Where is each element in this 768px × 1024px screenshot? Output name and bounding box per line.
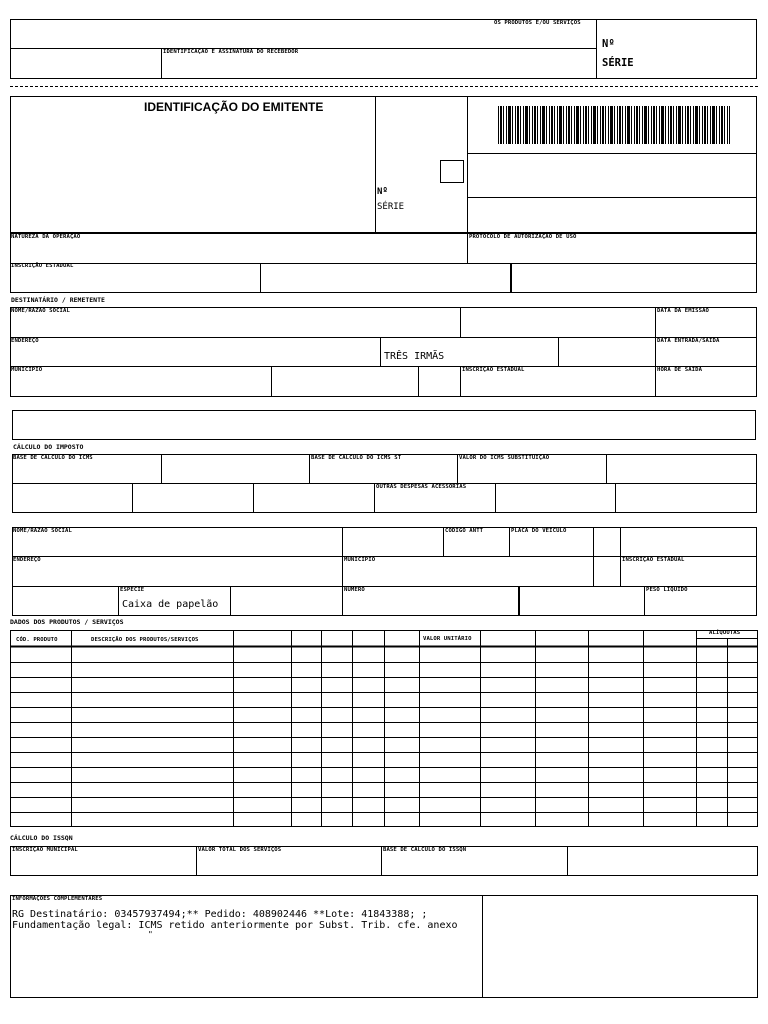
transportador-divider xyxy=(644,586,645,616)
issqn-base-label: BASE DE CÁLCULO DO ISSQN xyxy=(383,847,467,853)
imposto-divider xyxy=(615,483,616,513)
destinatario-divider xyxy=(10,366,757,367)
protocolo-label: PROTOCOLO DE AUTORIZAÇÃO DE USO xyxy=(469,234,577,240)
emitente-divider xyxy=(467,197,757,198)
issqn-divider xyxy=(567,846,568,876)
destinatario-divider xyxy=(460,307,461,337)
info-complementares-label: INFORMAÇÕES COMPLEMENTARES xyxy=(12,896,103,902)
issqn-divider xyxy=(381,846,382,876)
valor-icms-st-label: VALOR DO ICMS SUBSTITUIÇÃO xyxy=(459,455,550,461)
issqn-im-label: INSCRIÇÃO MUNICIPAL xyxy=(12,847,78,853)
transportador-divider xyxy=(509,527,510,556)
info-complementares-line1: RG Destinatário: 03457937494;** Pedido: 408902446 **Lote: 41843388; ; xyxy=(12,909,428,920)
transportador-divider xyxy=(620,527,621,586)
imposto-divider xyxy=(606,454,607,483)
base-icms-st-label: BASE DE CÁLCULO DO ICMS ST xyxy=(311,455,402,461)
issqn-section-title: CÁLCULO DO ISSQN xyxy=(10,834,73,842)
destinatario-divider xyxy=(10,337,757,338)
produto-codigo-header: CÓD. PRODUTO xyxy=(16,637,58,643)
natureza-divider xyxy=(10,263,757,264)
destinatario-divider xyxy=(460,366,461,397)
natureza-divider xyxy=(467,233,468,263)
issqn-divider xyxy=(196,846,197,876)
ie-divider xyxy=(260,263,261,293)
transportador-divider xyxy=(230,586,231,616)
transp-ie-label: INSCRIÇÃO ESTADUAL xyxy=(622,557,685,563)
emitente-ie-label: INSCRIÇÃO ESTADUAL xyxy=(11,263,74,269)
transp-antt-label: CÓDIGO ANTT xyxy=(445,528,484,534)
imposto-section-title: CÁLCULO DO IMPOSTO xyxy=(13,443,84,451)
transportador-divider xyxy=(342,586,343,616)
destinatario-section-title: DESTINATÁRIO / REMETENTE xyxy=(11,296,105,304)
produto-aliquotas-header: ALÍQUOTAS xyxy=(709,630,741,636)
imposto-divider xyxy=(253,483,254,513)
transportador-divider xyxy=(342,527,343,556)
outras-despesas-label: OUTRAS DESPESAS ACESSÓRIAS xyxy=(376,484,467,490)
produtos-grid xyxy=(0,630,768,830)
dest-ie-label: INSCRIÇÃO ESTADUAL xyxy=(462,367,525,373)
imposto-divider xyxy=(495,483,496,513)
dest-data-entrada-label: DATA ENTRADA/SAÍDA xyxy=(657,338,720,344)
produto-descricao-header: DESCRIÇÃO DOS PRODUTOS/SERVIÇOS xyxy=(91,637,199,643)
info-complementares-line3: " xyxy=(148,930,153,939)
transp-endereco-label: ENDEREÇO xyxy=(13,557,41,563)
transp-especie-label: ESPÉCIE xyxy=(120,587,145,593)
canhoto-produtos-label: OS PRODUTOS E/OU SERVIÇOS xyxy=(494,20,581,26)
transp-especie-value: Caixa de papelão xyxy=(122,599,219,610)
destinatario-divider xyxy=(271,366,272,397)
info-complementares-line2: Fundamentação legal: ICMS retido anteriormente por Subst. Trib. cfe. anexo xyxy=(12,920,458,931)
transp-nome-label: NOME/RAZÃO SOCIAL xyxy=(13,528,72,534)
canhoto-box xyxy=(10,19,757,79)
produto-valor-unitario-header: VALOR UNITÁRIO xyxy=(423,636,472,642)
transportador-divider xyxy=(593,527,594,586)
imposto-divider xyxy=(374,483,375,513)
transp-municipio-label: MUNICÍPIO xyxy=(344,557,376,563)
issqn-valor-label: VALOR TOTAL DOS SERVIÇOS xyxy=(198,847,282,853)
emitente-serie-label: SÉRIE xyxy=(377,202,405,212)
emitente-numero-label: Nº xyxy=(377,187,388,197)
imposto-divider xyxy=(132,483,133,513)
imposto-divider xyxy=(161,454,162,483)
emitente-divider xyxy=(467,153,757,154)
transportador-divider xyxy=(342,556,343,586)
transportador-divider xyxy=(443,527,444,556)
dest-bairro-value: TRÊS IRMÃS xyxy=(384,351,445,362)
canhoto-divider xyxy=(161,48,162,79)
dest-hora-label: HORA DE SAÍDA xyxy=(657,367,703,373)
transp-peso-label: PESO LÍQUIDO xyxy=(646,587,688,593)
destinatario-divider xyxy=(418,366,419,397)
destinatario-divider xyxy=(655,307,656,397)
adicionais-divider xyxy=(482,895,483,998)
cut-line xyxy=(10,86,758,87)
transportador-divider xyxy=(118,586,119,616)
transp-placa-label: PLACA DO VEÍCULO xyxy=(511,528,567,534)
canhoto-serie-label: SÉRIE xyxy=(602,57,634,69)
canhoto-numero-label: Nº xyxy=(602,38,615,50)
canhoto-recebedor-label: IDENTIFICAÇÃO E ASSINATURA DO RECEBEDOR xyxy=(163,49,299,55)
dest-nome-label: NOME/RAZÃO SOCIAL xyxy=(11,308,70,314)
emitente-divider xyxy=(467,96,468,233)
imposto-divider xyxy=(309,454,310,483)
transportador-divider xyxy=(518,586,520,616)
destinatario-divider xyxy=(558,337,559,366)
dest-endereco-label: ENDEREÇO xyxy=(11,338,39,344)
transp-numero-label: NÚMERO xyxy=(344,587,365,593)
canhoto-divider xyxy=(596,19,597,79)
destinatario-divider xyxy=(380,337,381,366)
emitente-divider xyxy=(375,96,376,233)
canhoto-divider xyxy=(10,48,597,49)
dest-municipio-label: MUNICÍPIO xyxy=(11,367,43,373)
barcode xyxy=(498,106,730,144)
dest-data-emissao-label: DATA DA EMISSÃO xyxy=(657,308,710,314)
imposto-divider xyxy=(457,454,458,483)
tipo-operacao-box xyxy=(440,160,464,183)
produtos-section-title: DADOS DOS PRODUTOS / SERVIÇOS xyxy=(10,618,124,626)
ie-divider xyxy=(510,263,512,293)
emitente-title: IDENTIFICAÇÃO DO EMITENTE xyxy=(144,100,324,114)
fatura-box xyxy=(12,410,756,440)
base-icms-label: BASE DE CÁLCULO DO ICMS xyxy=(13,455,93,461)
natureza-label: NATUREZA DA OPERAÇÃO xyxy=(11,234,81,240)
